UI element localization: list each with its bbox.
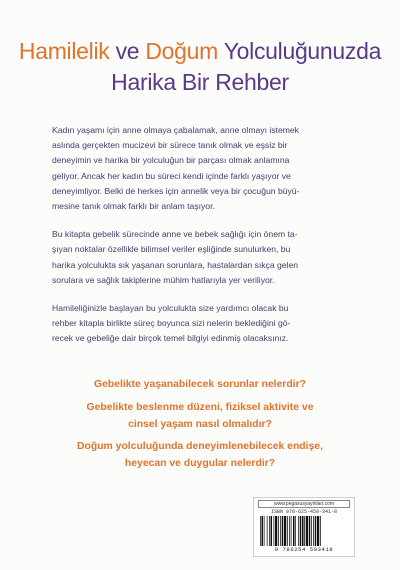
book-title — [0, 36, 400, 98]
isbn-barcode — [253, 497, 355, 557]
barcode-bar — [317, 516, 319, 546]
text-line: deneyimin ve harika bir yolculuğun bir parçası olmak anlamına — [52, 155, 290, 166]
title-word-dogum: Doğum — [145, 38, 219, 64]
text-line: geliyor. Ancak her kadın bu süreci kendi içinde farklı yaşıyor ve — [52, 170, 291, 181]
question-line: cinsel yaşam nasıl olmalıdır? — [128, 418, 272, 430]
text-line: sorulara ve sağlık takiplerine mühim hatlarıyla yer veriliyor. — [52, 274, 275, 285]
barcode-bar — [302, 516, 304, 546]
question-line: Gebelikte beslenme düzeni, fiziksel aktivite ve — [86, 401, 314, 413]
barcode-bar — [298, 516, 299, 546]
barcode-bar — [274, 516, 275, 546]
barcode-bar — [280, 516, 281, 546]
barcode-bar — [311, 516, 312, 546]
highlight-questions — [40, 377, 360, 479]
text-line: rehber kitapla birlikte süreç boyunca sizi nelerin beklediğini gö- — [52, 318, 291, 329]
text-line: mesine tanık olmak farklı bir anlam taşıyor. — [52, 201, 215, 212]
barcode-bar — [278, 516, 279, 546]
question-1 — [40, 377, 360, 394]
barcode-bar — [271, 516, 273, 546]
barcode-bar — [313, 516, 314, 546]
blurb-paragraph-2 — [52, 227, 352, 288]
title-word-yolculugunuzda: Yolculuğunuzda — [223, 38, 382, 64]
barcode-bar — [291, 516, 292, 546]
title-word-ve: ve — [115, 38, 140, 64]
isbn-number: ISBN 978-625-450-341-8 — [270, 509, 337, 515]
blurb-paragraph-3 — [52, 301, 352, 347]
title-word-hamilelik: Hamilelik — [18, 38, 110, 64]
question-line: Doğum yolculuğunda deneyimlenebilecek endişe, — [77, 441, 323, 453]
barcode-bar — [293, 516, 295, 546]
blurb-text — [52, 123, 352, 360]
barcode-bar — [284, 516, 286, 546]
text-line: şıyan noktalar özellikle bilimsel veriler eşliğinde sunulurken, bu — [52, 244, 291, 255]
barcode-bar — [262, 516, 264, 546]
publisher-url: www.pegasusyayinlari.com — [258, 500, 350, 508]
barcode-bar — [269, 516, 270, 546]
barcode-bar — [264, 516, 265, 546]
text-line: recek ve gebeliğe dair birçok temel bilgiyi edinmiş olacaksınız. — [52, 333, 289, 344]
text-line: Hamileliğinizle başlayan bu yolculukta size yardımcı olacak bu — [52, 303, 289, 314]
question-line: Gebelikte yaşanabilecek sorunlar nelerdir? — [94, 379, 306, 390]
barcode-bar — [309, 516, 311, 546]
barcode-bar — [320, 516, 321, 546]
blurb-paragraph-1 — [52, 123, 352, 214]
barcode-bar — [306, 516, 308, 546]
barcode-bar — [304, 516, 305, 546]
barcode-bar — [315, 516, 317, 546]
text-line: deneyimliyor. Belki de herkes için annelik veya bir çocuğun büyü- — [52, 185, 300, 196]
barcode-bar — [267, 516, 268, 546]
question-3 — [40, 439, 360, 473]
barcode-bars — [258, 516, 350, 546]
barcode-bar — [275, 516, 277, 546]
text-line: Kadın yaşamı için anne olmaya çabalamak, anne olmayı istemek — [52, 125, 299, 135]
title-line-1 — [0, 36, 400, 67]
barcode-bar — [295, 516, 296, 546]
question-line: heyecan ve duygular nelerdir? — [124, 458, 276, 470]
barcode-bar — [282, 516, 284, 546]
question-2 — [40, 400, 360, 434]
barcode-digits: 9 786254 503418 — [274, 546, 334, 553]
title-line-2: Harika Bir Rehber — [111, 69, 289, 95]
text-line: harika yolculukta sık yaşanan sorunlara, hastalardan sıkça gelen — [52, 259, 299, 270]
barcode-bar — [287, 516, 288, 546]
barcode-bar — [260, 516, 261, 546]
text-line: aslında gerçekten mucizevi bir sürece tanık olmak ve eşsiz bir — [52, 140, 288, 151]
barcode-bar — [289, 516, 290, 546]
text-line: Bu kitapta gebelik sürecinde anne ve bebek sağlığı için önem ta- — [52, 229, 298, 240]
barcode-bar — [300, 516, 302, 546]
